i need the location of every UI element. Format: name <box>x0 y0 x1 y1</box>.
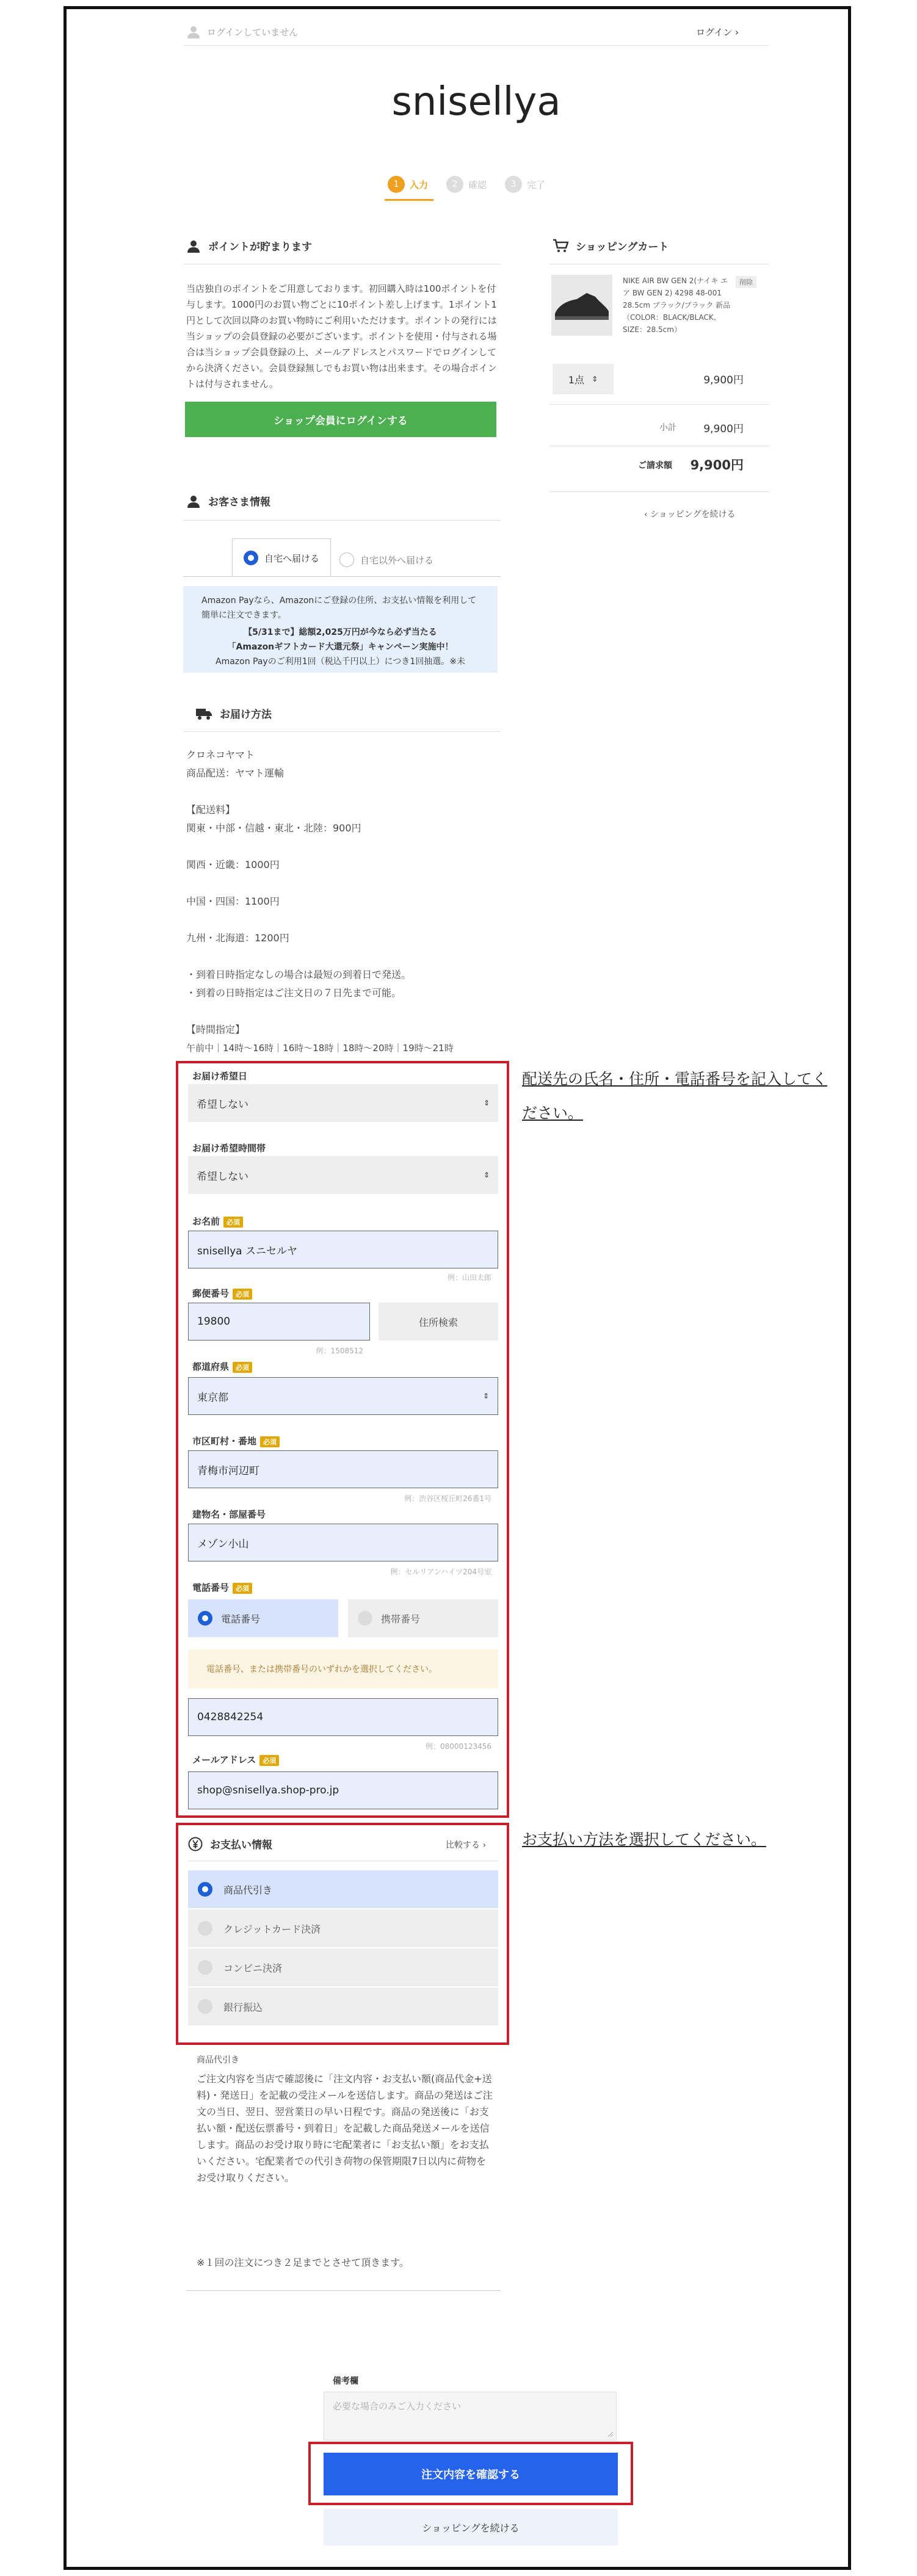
delivery-date-select[interactable]: 希望しない ⇕ <box>188 1084 498 1122</box>
building-label: 建物名・部屋番号 <box>192 1509 266 1520</box>
checkout-steps <box>388 176 545 193</box>
radio-unselected <box>358 1611 372 1626</box>
zip-hint: 例：1508512 <box>316 1347 363 1355</box>
prefecture-select[interactable]: 東京都 ⇕ <box>188 1377 498 1415</box>
payment-desc-note: ※１回の注文につき２足までとさせて頂きます。 <box>197 2257 409 2268</box>
cart-delete-button[interactable]: 削除 <box>736 276 756 288</box>
name-hint: 例：山田太郎 <box>447 1273 491 1282</box>
phone-notice: 電話番号、または携帯番号のいずれかを選択してください。 <box>188 1649 498 1688</box>
updown-icon: ⇕ <box>482 1392 489 1400</box>
city-label: 市区町村・番地 必須 <box>192 1435 280 1447</box>
phone-type-landline[interactable]: 電話番号 <box>188 1599 338 1637</box>
divider <box>549 491 769 492</box>
divider <box>186 2290 501 2291</box>
radio-unselected <box>198 1921 212 1936</box>
phone-hint: 例：08000123456 <box>426 1742 491 1751</box>
phone-type-mobile[interactable]: 携帯番号 <box>348 1599 498 1637</box>
name-input[interactable]: snisellya スニセルヤ <box>188 1231 498 1268</box>
cart-title: ショッピングカート <box>576 241 669 253</box>
address-annotation: 配送先の氏名・住所・電話番号を記入してください。 <box>522 1070 828 1122</box>
user-icon <box>186 24 201 39</box>
points-description: 当店独自のポイントをご用意しております。初回購入時は100ポイントを付与します。1000円のお買い物ごとに10ポイント差し上げます。1ポイント1円として次回以降のお買い物時にご利用いただけます。ポイントの発行には当ショップの会員登録の必要がございます。ポイントを使用・付与される場合は当ショップ会員登録の上、メールアドレスとパスワードでログインしてから決済ください。会員登録無しでもお買い物は出来ます。その場合ポイントは付与されません。 <box>186 283 497 389</box>
delivery-line: 【配送料】 <box>186 804 236 816</box>
zip-input[interactable]: 19800 <box>188 1303 370 1340</box>
member-login-button[interactable]: ショップ会員にログインする <box>185 402 496 437</box>
user-icon <box>186 239 201 253</box>
radio-unselected <box>198 1999 212 2014</box>
address-search-button[interactable]: 住所検索 <box>379 1303 498 1340</box>
quantity-select[interactable]: 1点 ⇕ <box>553 364 614 394</box>
email-label: メールアドレス 必須 <box>192 1753 279 1766</box>
cart-item-price: 9,900円 <box>703 374 744 386</box>
remarks-textarea[interactable]: 必要な場合のみご入力ください <box>324 2392 617 2440</box>
divider <box>549 404 769 405</box>
delivery-line: 関西・近畿：1000円 <box>186 859 280 870</box>
delivery-line: クロネコヤマト <box>186 749 255 761</box>
resize-handle-icon <box>607 2431 614 2437</box>
building-hint: 例：セルリアンハイツ204号室 <box>390 1568 491 1576</box>
updown-icon: ⇕ <box>483 1099 490 1107</box>
amazon-campaign-text: 【5/31まで】総額2,025万円が今なら必ず当たる <box>244 628 437 637</box>
payment-option-credit[interactable]: クレジットカード決済 <box>188 1909 498 1947</box>
updown-icon: ⇕ <box>592 375 598 383</box>
customer-header <box>186 493 270 508</box>
updown-icon: ⇕ <box>483 1171 490 1179</box>
points-header <box>186 238 312 253</box>
total-value: 9,900円 <box>690 458 744 472</box>
radio-selected <box>198 1882 212 1897</box>
customer-title: お客さま情報 <box>208 496 270 508</box>
truck-icon <box>195 707 212 720</box>
tab-home-delivery[interactable]: 自宅へ届ける <box>232 538 331 577</box>
login-status <box>186 24 298 39</box>
remarks-label: 備考欄 <box>333 2376 358 2386</box>
radio-unselected <box>339 552 354 567</box>
step-confirm: 2 確認 <box>446 176 487 193</box>
step-complete: 3 完了 <box>505 176 545 193</box>
login-status-text: ログインしていません <box>207 26 299 38</box>
payment-desc-title: 商品代引き <box>197 2055 239 2065</box>
payment-option-convenience[interactable]: コンビニ決済 <box>188 1948 498 1986</box>
step-input: 1 入力 <box>388 176 428 193</box>
subtotal-label: 小計 <box>659 423 676 433</box>
payment-annotation: お支払い方法を選択してください。 <box>522 1831 767 1848</box>
payment-option-cod[interactable]: 商品代引き <box>188 1870 498 1908</box>
delivery-line: 午前中｜14時〜16時｜16時〜18時｜18時〜20時｜19時〜21時 <box>186 1043 454 1054</box>
city-hint: 例：渋谷区桜丘町26番1号 <box>404 1494 491 1503</box>
continue-shopping-button[interactable]: ショッピングを続ける <box>324 2509 618 2545</box>
shoe-image <box>553 287 611 324</box>
delivery-line: ・到着の日時指定はご注文日の７日先まで可能。 <box>186 987 402 999</box>
confirm-order-button[interactable]: 注文内容を確認する <box>324 2453 618 2495</box>
phone-input[interactable]: 0428842254 <box>188 1698 498 1736</box>
compare-link[interactable]: 比較する › <box>446 1840 487 1850</box>
radio-selected <box>198 1611 212 1626</box>
delivery-title: お届け方法 <box>220 709 272 721</box>
topbar-divider <box>183 45 769 46</box>
radio-selected <box>244 551 258 565</box>
building-input[interactable]: メゾン小山 <box>188 1524 498 1561</box>
subtotal-value: 9,900円 <box>703 423 744 435</box>
delivery-line: 関東・中部・信越・東北・北陸：900円 <box>186 822 361 834</box>
delivery-line: 中国・四国：1100円 <box>186 895 280 907</box>
payment-option-bank[interactable]: 銀行振込 <box>188 1988 498 2025</box>
date-label: お届け希望日 <box>192 1071 248 1082</box>
tab-other-delivery[interactable]: 自宅以外へ届ける <box>339 545 462 575</box>
delivery-description <box>186 746 504 1057</box>
amazon-campaign-text: 「Amazonギフトカード大還元祭」キャンペーン実施中！ <box>227 642 454 652</box>
points-title: ポイントが貯まります <box>208 241 312 253</box>
divider <box>183 731 501 732</box>
amazon-pay-banner[interactable] <box>183 586 498 673</box>
divider <box>183 520 501 521</box>
radio-unselected <box>198 1960 212 1975</box>
delivery-line: 【時間指定】 <box>186 1024 245 1035</box>
delivery-time-select[interactable]: 希望しない ⇕ <box>188 1156 498 1194</box>
cart-header <box>553 238 669 253</box>
product-thumbnail[interactable] <box>551 275 612 336</box>
email-input[interactable]: shop@snisellya.shop-pro.jp <box>188 1771 498 1809</box>
amazon-pay-text: Amazon Payなら、Amazonにご登録の住所、お支払い情報を利用して簡単に注文できます。 <box>201 596 477 620</box>
yen-coin-icon <box>188 1837 203 1851</box>
shop-logo[interactable]: snisellya <box>391 79 561 125</box>
prefecture-label: 都道府県 必須 <box>192 1360 252 1373</box>
payment-title: お支払い情報 <box>210 1839 272 1851</box>
total-label: ご請求額 <box>638 461 672 471</box>
zip-label: 郵便番号 必須 <box>192 1287 252 1300</box>
amazon-campaign-note: Amazon Payのご利用1回（税込千円以上）につき1回抽選。※未 <box>216 657 465 667</box>
city-input[interactable]: 青梅市河辺町 <box>188 1450 498 1488</box>
cart-icon <box>553 239 568 253</box>
payment-desc-body: ご注文内容を当店で確認後に「注文内容・お支払い額(商品代金+送料)・発送日」を記載の受注メールを送信します。商品の発送はご注文の当日、翌日、翌営業日の早い日程です。商品の発送後に「お支払い額・配送伝票番号・到着日」を記載した商品発送メールを送信します。商品のお受け取り時に宅配業者に「お支払い額」をお支払いください。宅配業者での代引き荷物の保管期限7日以内に荷物をお受け取りください。 <box>197 2073 493 2183</box>
delivery-line: 商品配送：ヤマト運輸 <box>186 767 285 779</box>
continue-shopping-link[interactable]: ‹ ショッピングを続ける <box>644 510 736 519</box>
delivery-line: 九州・北海道：1200円 <box>186 932 289 944</box>
cart-item-name[interactable]: NIKE AIR BW GEN 2(ナイキ エア BW GEN 2) 4298 48-001 28.5cm ブラック/ブラック 新品（COLOR：BLACK/BLACK、SIZE：28.5cm） <box>623 277 731 334</box>
step-active-underline <box>385 199 433 201</box>
name-label: お名前 必須 <box>192 1215 243 1228</box>
payment-header <box>188 1836 272 1851</box>
login-link[interactable]: ログイン › <box>696 27 739 38</box>
time-label: お届け希望時間帯 <box>192 1143 266 1154</box>
delivery-header <box>195 706 272 721</box>
delivery-line: ・到着日時指定なしの場合は最短の到着日で発送。 <box>186 969 411 980</box>
phone-label: 電話番号 必須 <box>192 1581 252 1594</box>
user-icon <box>186 494 201 508</box>
divider <box>183 576 501 577</box>
